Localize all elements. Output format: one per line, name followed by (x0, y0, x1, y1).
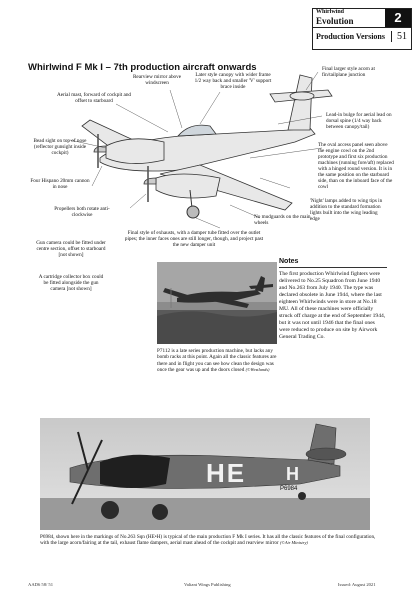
callout-exhausts: Final style of exhausts, with a damper tube fitted over the outlet pipes; the inner faces ones are still longer, though, and project past the new damper unit (124, 230, 264, 248)
photo1-credit: (©Westlands) (245, 367, 270, 373)
callout-oval-panel: The oval access panel seen above the engine cowl on the 2nd prototype and first six production machines (running fore/aft) replaced with a hinged round version. It is in the same position on the starboard side, than on the inboard face of the cowl (318, 142, 394, 190)
photo1-caption (157, 348, 277, 374)
page-number: 51 (391, 31, 407, 42)
photo1-caption-text: P7112 is a late series production machine, but lacks any bomb racks at this point. Again all the classic features are there and in flight you can see how clean the design was once the gear was up and the doors closed (157, 348, 277, 374)
main-wheel (187, 206, 199, 218)
ground-acorn (306, 448, 346, 460)
notes-body: The first production Whirlwind fighters were delivered to No.25 Squadron from June 1940 and No.263 from July 1940. The type was declared obsolete in June 1944, where the last eighteen Whirlwinds were in store at No.18 MU. All of these machines were officially struck off charge at the end of September 1944, but it was not until 1946 that the final ones were reduced to produce on site by Airwork General Trading Co. (279, 271, 386, 340)
footer-center: Valiant Wings Publishing (184, 582, 231, 587)
footer-right: Issued: August 2021 (338, 582, 376, 587)
callout-night-lamps: 'Night' lamps added to wing tips in addition to the standard formation lights built into the wing leading edge (310, 198, 383, 222)
photo-in-flight (157, 262, 277, 344)
ground-wheel-2 (152, 504, 168, 520)
callout-canopy: Later style canopy with wider frame 1/2 way back and smaller 'V' support brace inside (194, 72, 272, 90)
tail-wheel (298, 492, 306, 500)
chapter-header (312, 8, 412, 50)
starboard-engine-nacelle (156, 174, 220, 198)
callout-propellers: Propellers both rotate anti-clockwise (54, 206, 110, 218)
callout-leadin-bulge: Lead-in bulge for aerial lead on dorsal spine (1/4 way back between canopy/tail) (326, 112, 392, 130)
header-top-row (313, 9, 411, 28)
fin-acorn (290, 92, 314, 100)
footer-left: AAD6 58/ 51 (28, 582, 54, 587)
callout-fin-acorn: Final larger style acorn at fin/tailplane junction (322, 66, 375, 78)
callout-aerial-mast: Aerial mast, forward of cockpit and offset to starboard (56, 92, 132, 104)
photo2-credit: (©Air Ministry) (280, 540, 308, 546)
callout-bead-sight: Bead sight on top of nose (reflector gunsight inside cockpit) (33, 138, 87, 156)
notes-title: Notes (279, 258, 299, 265)
tail-fin (288, 75, 312, 130)
diagram-title: Whirlwind F Mk I – 7th production aircraft onwards (28, 62, 257, 73)
chapter-number: 2 (385, 9, 411, 27)
photo2-caption-text: P6984, shown here in the markings of No.263 Sqn (HE•H) is typical of the main production F Mk I series. It has all the classic features of the final configuration, with the large acorn/fairing at the tail, exhaust flame dampers, aerial mast ahead of the cockpit and rearview mirror (40, 534, 376, 547)
callout-cartridge-box: A cartridge collector box could be fitted alongside the gun camera [not shown] (38, 274, 104, 292)
notes-divider (279, 267, 387, 268)
callout-four-hispano: Four Hispano 20mm cannon in nose (30, 178, 90, 190)
callout-rearview-mirror: Rearview mirror above windscreen (132, 74, 182, 86)
chapter-title: Evolution (316, 16, 354, 26)
serial-number: P6984 (280, 486, 298, 492)
cockpit-canopy (178, 125, 216, 136)
series-name: Whirlwind (316, 9, 345, 15)
photo-ground (40, 418, 370, 530)
port-engine-nacelle (106, 139, 164, 164)
callout-gun-camera: Gun camera could be fitted under centre section, offset to starboard [not shown] (36, 240, 106, 258)
photo2-caption (40, 534, 380, 547)
callout-mudguards: No mudguards on the main wheels (254, 214, 311, 226)
port-spinner (94, 146, 106, 152)
fuselage-code: HE (206, 458, 247, 488)
section-title: Production Versions (316, 32, 385, 41)
starboard-spinner (144, 178, 156, 184)
ground-engine (100, 455, 170, 488)
fuselage-letter: H (286, 464, 299, 484)
header-bottom-row (313, 28, 411, 49)
ground-wheel-1 (101, 501, 119, 519)
